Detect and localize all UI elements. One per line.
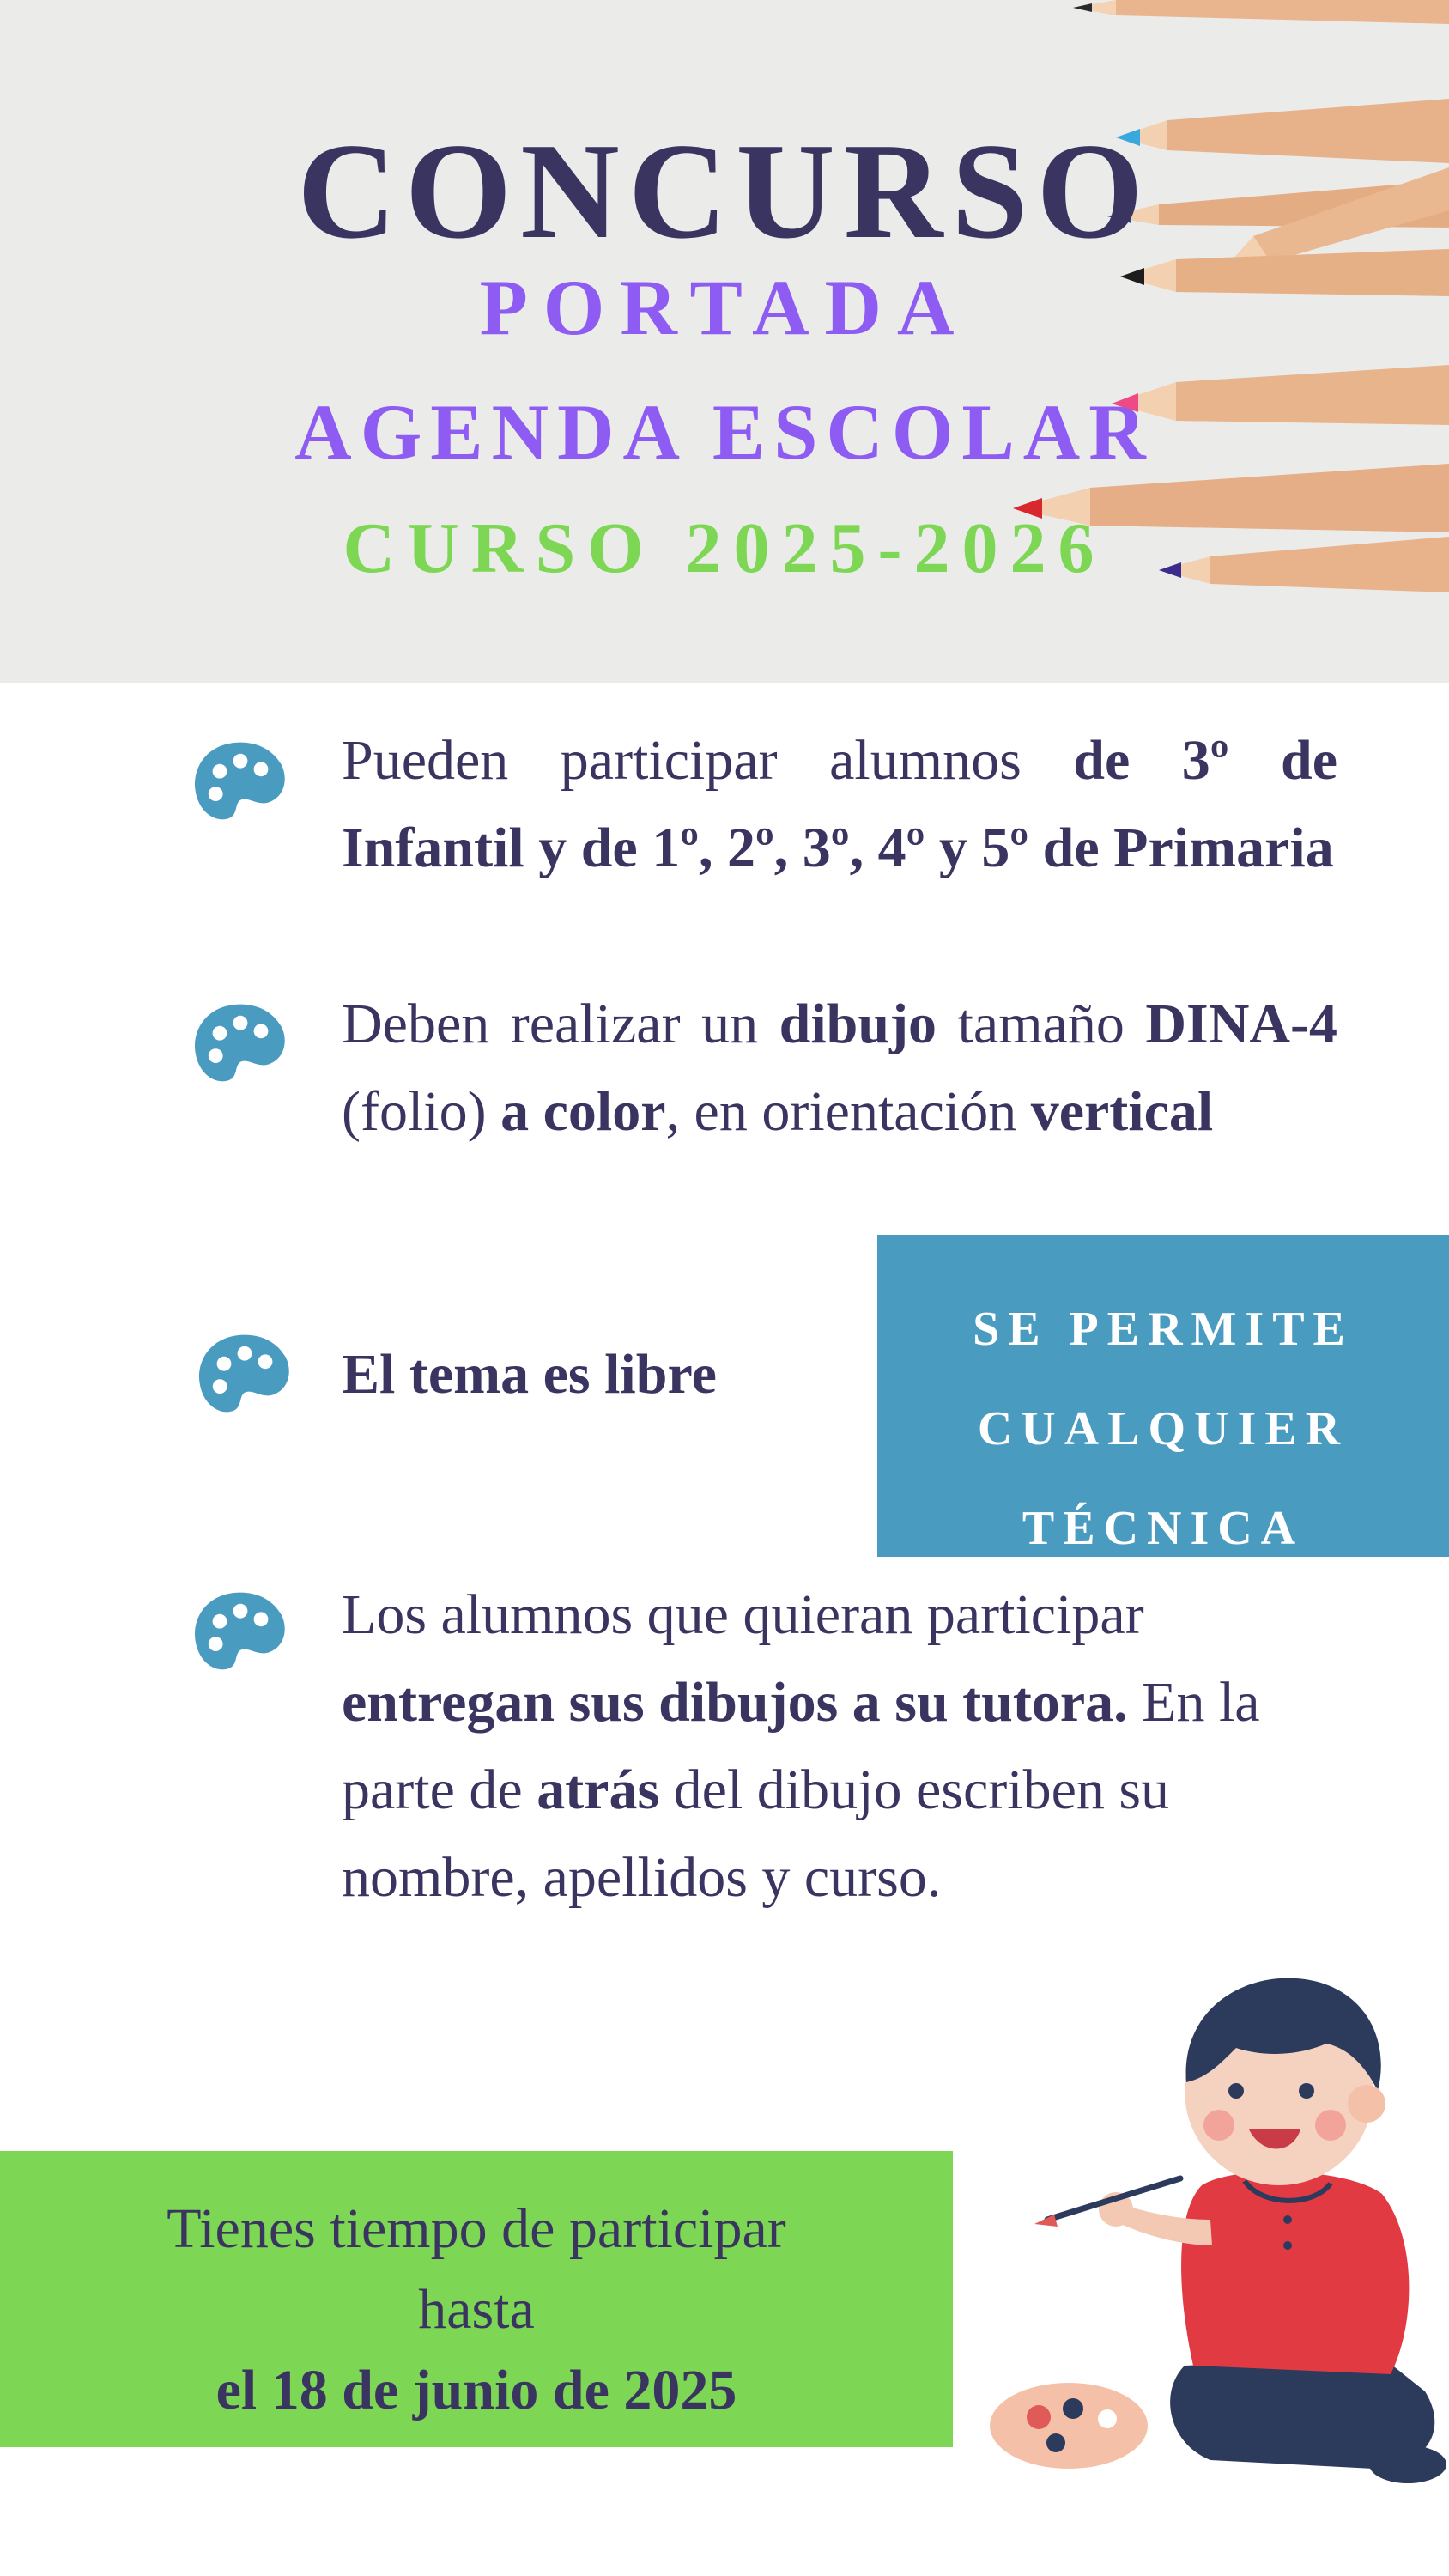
rule-drawing-format	[342, 981, 1337, 1156]
deadline-box	[0, 2151, 953, 2447]
palette-icon	[189, 734, 292, 837]
technique-line-1: SE PERMITE	[973, 1303, 1354, 1356]
submission-back: atrás	[537, 1759, 660, 1821]
subtitle-portada: PORTADA	[479, 264, 970, 351]
deadline-line-1: Tienes tiempo de participar	[167, 2197, 786, 2260]
child-painting-illustration	[987, 1962, 1449, 2494]
deadline-line-2: hasta	[418, 2278, 535, 2341]
palette-icon	[193, 1327, 296, 1430]
school-year: CURSO 2025-2026	[343, 508, 1106, 588]
format-color: a color	[500, 1080, 666, 1143]
submission-text-1: Los alumnos que quieran participar	[342, 1583, 1144, 1646]
format-text-1: Deben realizar un	[342, 993, 779, 1055]
rule-participants-grades: de 3º de Infantil y de 1º, 2º, 3º, 4º y 5º de Primaria	[342, 729, 1337, 879]
contest-title: CONCURSO	[297, 114, 1152, 267]
header-banner	[0, 0, 1449, 683]
theme-text: El tema es libre	[342, 1343, 717, 1406]
palette-icon	[189, 1584, 292, 1687]
rule-theme	[342, 1331, 822, 1419]
palette-icon	[189, 996, 292, 1099]
technique-line-2: CUALQUIER	[977, 1402, 1349, 1455]
rule-submission	[342, 1571, 1312, 1922]
technique-box	[877, 1235, 1449, 1557]
deadline-date: el 18 de junio de 2025	[215, 2359, 737, 2421]
submission-text-2: En la parte de	[342, 1671, 1260, 1821]
format-dibujo: dibujo	[779, 993, 937, 1055]
submission-tutor: entregan sus dibujos a su tutora.	[342, 1671, 1128, 1734]
format-vertical: vertical	[1030, 1080, 1214, 1143]
rule-participants	[342, 717, 1337, 892]
rule-participants-text: Pueden participar alumnos	[342, 729, 1074, 792]
format-text-4: , en orientación	[665, 1080, 1031, 1143]
technique-line-3: TÉCNICA	[1022, 1502, 1305, 1555]
submission-text-3: del dibujo escriben su nombre, apellidos y curso.	[342, 1759, 1170, 1909]
format-text-2: tamaño	[937, 993, 1146, 1055]
subtitle-agenda: AGENDA ESCOLAR	[294, 388, 1155, 476]
format-text-3: (folio)	[342, 1080, 501, 1143]
format-dina4: DINA-4	[1145, 993, 1337, 1055]
